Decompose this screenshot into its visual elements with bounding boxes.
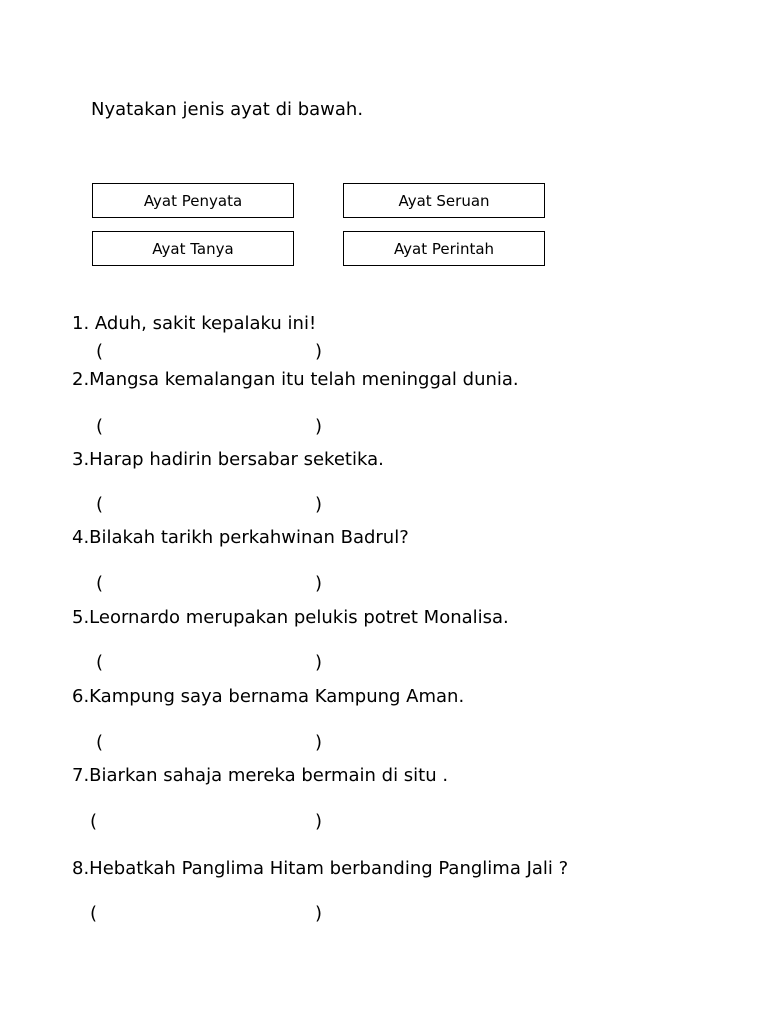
answer-close-paren-4: ) bbox=[315, 573, 323, 594]
answer-open-paren-7: ( bbox=[90, 811, 98, 832]
answer-open-paren-6: ( bbox=[96, 732, 104, 753]
answer-open-paren-2: ( bbox=[96, 416, 104, 437]
answer-close-paren-6: ) bbox=[315, 732, 323, 753]
type-box-ayat-seruan: Ayat Seruan bbox=[343, 183, 545, 218]
question-1: 1. Aduh, sakit kepalaku ini! bbox=[72, 313, 317, 334]
answer-close-paren-8: ) bbox=[315, 903, 323, 924]
answer-close-paren-1: ) bbox=[315, 341, 323, 362]
question-2: 2.Mangsa kemalangan itu telah meninggal dunia. bbox=[72, 369, 519, 390]
answer-close-paren-7: ) bbox=[315, 811, 323, 832]
answer-open-paren-8: ( bbox=[90, 903, 98, 924]
answer-open-paren-1: ( bbox=[96, 341, 104, 362]
question-7: 7.Biarkan sahaja mereka bermain di situ . bbox=[72, 765, 449, 786]
question-6: 6.Kampung saya bernama Kampung Aman. bbox=[72, 686, 465, 707]
question-5: 5.Leornardo merupakan pelukis potret Monalisa. bbox=[72, 607, 509, 628]
answer-open-paren-3: ( bbox=[96, 494, 104, 515]
question-4: 4.Bilakah tarikh perkahwinan Badrul? bbox=[72, 527, 409, 548]
answer-open-paren-4: ( bbox=[96, 573, 104, 594]
answer-close-paren-2: ) bbox=[315, 416, 323, 437]
question-3: 3.Harap hadirin bersabar seketika. bbox=[72, 449, 384, 470]
answer-close-paren-5: ) bbox=[315, 652, 323, 673]
type-box-ayat-tanya: Ayat Tanya bbox=[92, 231, 294, 266]
instruction-text: Nyatakan jenis ayat di bawah. bbox=[91, 99, 364, 120]
question-8: 8.Hebatkah Panglima Hitam berbanding Panglima Jali ? bbox=[72, 858, 569, 879]
answer-open-paren-5: ( bbox=[96, 652, 104, 673]
answer-close-paren-3: ) bbox=[315, 494, 323, 515]
type-box-ayat-penyata: Ayat Penyata bbox=[92, 183, 294, 218]
type-box-ayat-perintah: Ayat Perintah bbox=[343, 231, 545, 266]
